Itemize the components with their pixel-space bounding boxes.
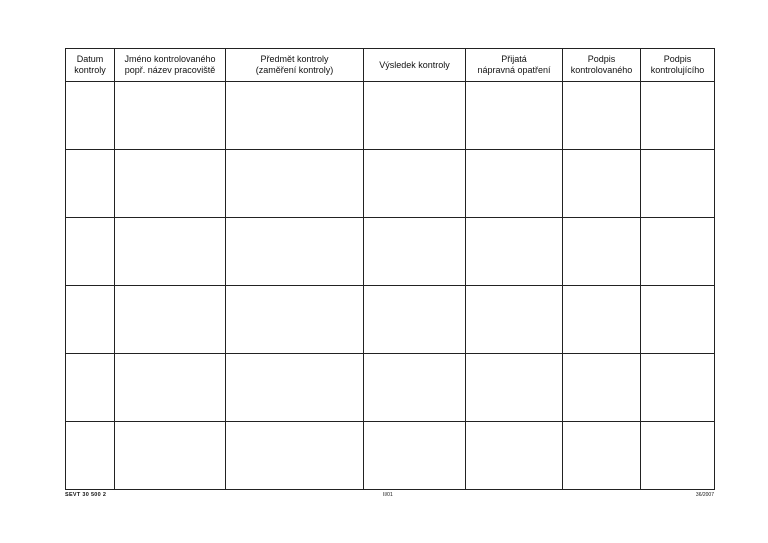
header-row: [66, 49, 715, 82]
table-row: [66, 218, 715, 286]
table-cell[interactable]: [641, 422, 715, 490]
inspection-record-sheet: [65, 48, 714, 490]
table-cell[interactable]: [364, 286, 466, 354]
column-header-signature-inspected: Podpis kontrolovaného: [563, 49, 641, 82]
table-cell[interactable]: [563, 150, 641, 218]
table-cell[interactable]: [66, 150, 115, 218]
table-row: [66, 150, 715, 218]
table-cell[interactable]: [226, 82, 364, 150]
table-cell[interactable]: [466, 286, 563, 354]
table-cell[interactable]: [115, 354, 226, 422]
table-cell[interactable]: [641, 354, 715, 422]
table-cell[interactable]: [66, 354, 115, 422]
table-cell[interactable]: [466, 150, 563, 218]
table-row: [66, 422, 715, 490]
table-body: [66, 82, 715, 490]
table-cell[interactable]: [66, 218, 115, 286]
table-cell[interactable]: [364, 422, 466, 490]
table-cell[interactable]: [641, 218, 715, 286]
table-cell[interactable]: [563, 218, 641, 286]
table-cell[interactable]: [641, 286, 715, 354]
column-header-inspected-name: Jméno kontrolovaného popř. název pracoviště: [115, 49, 226, 82]
table-cell[interactable]: [563, 354, 641, 422]
table-cell[interactable]: [115, 150, 226, 218]
table-cell[interactable]: [115, 286, 226, 354]
table-cell[interactable]: [364, 354, 466, 422]
table-cell[interactable]: [563, 82, 641, 150]
table-cell[interactable]: [66, 286, 115, 354]
table-cell[interactable]: [466, 354, 563, 422]
page-number: II/01: [383, 492, 393, 498]
column-header-measures: Přijatá nápravná opatření: [466, 49, 563, 82]
edition-code: 36/2007: [695, 492, 714, 498]
column-header-subject: Předmět kontroly (zaměření kontroly): [226, 49, 364, 82]
table-cell[interactable]: [466, 218, 563, 286]
table-cell[interactable]: [364, 218, 466, 286]
inspection-record-table: [65, 48, 715, 490]
column-header-signature-inspector: Podpis kontrolujícího: [641, 49, 715, 82]
table-cell[interactable]: [115, 422, 226, 490]
table-row: [66, 286, 715, 354]
form-code: SEVT 30 500 2: [65, 492, 107, 498]
table-cell[interactable]: [563, 422, 641, 490]
table-cell[interactable]: [364, 150, 466, 218]
table-cell[interactable]: [466, 422, 563, 490]
table-cell[interactable]: [226, 218, 364, 286]
table-cell[interactable]: [66, 82, 115, 150]
table-cell[interactable]: [466, 82, 563, 150]
table-cell[interactable]: [364, 82, 466, 150]
table-cell[interactable]: [226, 422, 364, 490]
table-cell[interactable]: [641, 150, 715, 218]
table-cell[interactable]: [115, 218, 226, 286]
table-cell[interactable]: [226, 286, 364, 354]
column-header-result: Výsledek kontroly: [364, 49, 466, 82]
table-cell[interactable]: [641, 82, 715, 150]
table-cell[interactable]: [563, 286, 641, 354]
table-cell[interactable]: [66, 422, 115, 490]
table-cell[interactable]: [226, 354, 364, 422]
table-row: [66, 82, 715, 150]
table-row: [66, 354, 715, 422]
table-cell[interactable]: [226, 150, 364, 218]
column-header-date: Datum kontroly: [66, 49, 115, 82]
table-cell[interactable]: [115, 82, 226, 150]
